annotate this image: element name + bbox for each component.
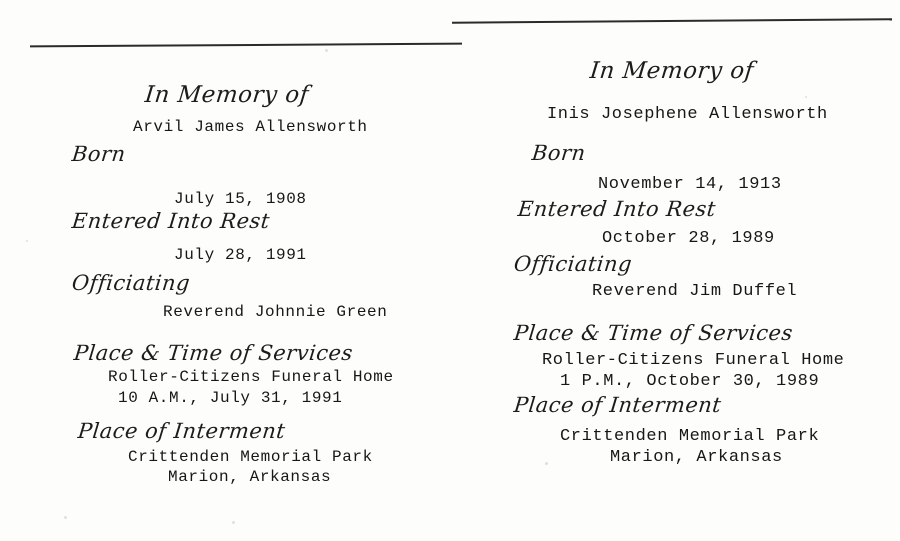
entered-into-rest-date: October 28, 1989 <box>602 229 775 248</box>
place-of-interment-label: Place of Interment <box>76 419 287 443</box>
born-date: July 15, 1908 <box>174 190 307 208</box>
deceased-name: Inis Josephene Allensworth <box>547 105 828 124</box>
officiant-name: Reverend Johnnie Green <box>163 303 388 321</box>
deceased-name: Arvil James Allensworth <box>133 118 368 136</box>
interment-city: Marion, Arkansas <box>168 468 332 486</box>
officiant-name: Reverend Jim Duffel <box>592 282 798 301</box>
officiating-label: Officiating <box>512 252 634 276</box>
service-place: Roller-Citizens Funeral Home <box>108 368 394 386</box>
in-memory-of-heading: In Memory of <box>143 82 311 108</box>
place-of-interment-label: Place of Interment <box>512 393 723 417</box>
born-date: November 14, 1913 <box>598 175 782 194</box>
place-time-of-services-label: Place & Time of Services <box>512 321 795 345</box>
service-time: 1 P.M., October 30, 1989 <box>560 372 820 391</box>
place-time-of-services-label: Place & Time of Services <box>72 341 355 365</box>
interment-place: Crittenden Memorial Park <box>128 448 373 466</box>
service-place: Roller-Citizens Funeral Home <box>542 351 845 370</box>
interment-city: Marion, Arkansas <box>610 448 783 467</box>
entered-into-rest-date: July 28, 1991 <box>174 246 307 264</box>
service-time: 10 A.M., July 31, 1991 <box>118 389 343 407</box>
entered-into-rest-label: Entered Into Rest <box>70 209 272 233</box>
in-memory-of-heading: In Memory of <box>588 58 756 84</box>
born-label: Born <box>530 141 587 165</box>
interment-place: Crittenden Memorial Park <box>560 427 820 446</box>
entered-into-rest-label: Entered Into Rest <box>516 197 718 221</box>
officiating-label: Officiating <box>70 271 192 295</box>
memorial-card-right <box>450 0 900 541</box>
born-label: Born <box>70 142 127 166</box>
